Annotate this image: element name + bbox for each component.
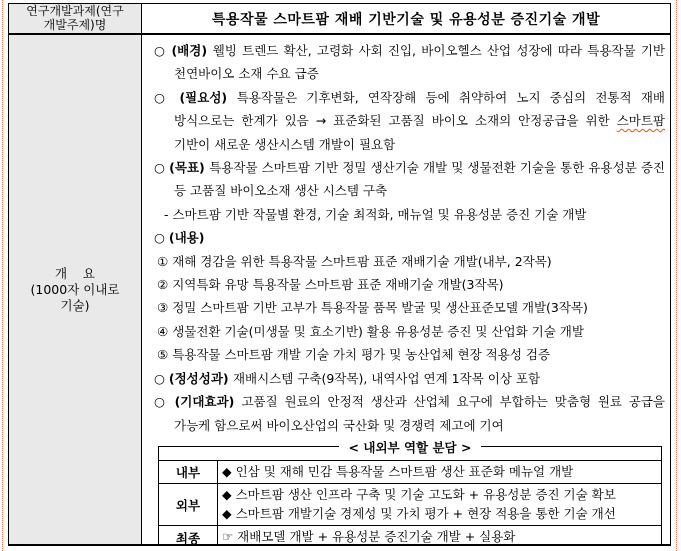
paragraph-label: (내용) <box>168 230 205 246</box>
role-division-table <box>159 460 661 544</box>
paragraph-text: 재배시스템 구축(9작목), 내역사업 연계 1작목 이상 포함 <box>232 370 541 386</box>
paragraph-bullet[interactable] <box>148 226 665 249</box>
paragraph-num[interactable] <box>148 250 665 273</box>
number-bullet-marker: ④ <box>157 323 173 339</box>
role-table-row <box>159 484 661 526</box>
paragraph-label: (정성성과) <box>168 370 233 386</box>
role-item: ◆ 스마트팜 개발기술 경제성 및 가치 평가 + 현장 적용을 통한 기술 개선 <box>222 505 616 521</box>
paragraph-text: 지역특화 유망 특용작물 스마트팜 표준 재배기술 개발(3작목) <box>172 277 504 293</box>
project-name-label-cell <box>9 4 142 33</box>
number-bullet-marker: ① <box>157 253 173 269</box>
paragraph-bullet[interactable] <box>148 156 665 203</box>
paragraph-bullet[interactable] <box>148 39 665 86</box>
paragraph-text: 특용작물은 기후변화, 연작장해 등에 취약하여 노지 중심의 전통적 재배 방식으로는 한계가 있음 → 표준화된 고품질 바이오 소재의 안정공급을 위한 <box>174 89 665 129</box>
dash-marker: - <box>164 206 173 222</box>
role-label-cell: 내부 <box>159 460 218 484</box>
overview-label-cell <box>9 35 142 544</box>
number-bullet-marker: ② <box>157 277 173 293</box>
page-margin-guide-left <box>2 0 3 551</box>
circle-bullet-marker: ○ <box>154 230 169 246</box>
overview-content-cell[interactable] <box>142 35 670 544</box>
role-table-row <box>159 526 661 544</box>
spellcheck-underlined-word: 스마트팜 <box>616 113 665 129</box>
role-item: ☞ 재배모델 개발 + 유용성분 증진기술 개발 + 실용화 <box>222 529 516 544</box>
circle-bullet-marker: ○ <box>154 394 175 410</box>
project-title: 특용작물 스마트팜 재배 기반기술 및 유용성분 증진기술 개발 <box>211 11 601 28</box>
overview-label-line: 개 요 <box>54 265 96 281</box>
overview-row <box>9 35 670 544</box>
role-label-cell: 외부 <box>159 484 218 526</box>
paragraph-text: 정밀 스마트팜 기반 고부가 특용작물 품목 발굴 및 생산표준모델 개발(3작목) <box>172 300 588 316</box>
content-paragraphs <box>148 39 665 437</box>
role-division-title: < 내외부 역할 분담 > <box>339 440 482 455</box>
circle-bullet-marker: ○ <box>154 43 172 58</box>
role-division-section <box>158 439 662 544</box>
role-content-cell <box>218 460 662 484</box>
overview-label-line: (1000자 이내로 <box>30 281 120 297</box>
role-division-title-wrap <box>159 438 661 456</box>
paragraph-num[interactable] <box>148 320 665 343</box>
paragraph-dash[interactable] <box>148 203 665 226</box>
role-item: ◆ 스마트팜 생산 인프라 구축 및 기술 고도화 + 유용성분 증진 기술 확보 <box>222 487 616 503</box>
number-bullet-marker: ③ <box>157 300 173 316</box>
paragraph-label: (기대효과) <box>174 394 242 410</box>
role-division-rows <box>159 460 661 544</box>
paragraph-num[interactable] <box>148 273 665 296</box>
paragraph-num[interactable] <box>148 343 665 366</box>
paragraph-text: 고품질 원료의 안정적 생산과 산업체 요구에 부합하는 맞춤형 원료 공급을 가능케 함으로써 바이오산업의 국산화 및 경쟁력 제고에 기여 <box>174 394 666 433</box>
paragraph-text: 생물전환 기술(미생물 및 효소기반) 활용 유용성분 증진 및 산업화 기술 개발 <box>172 323 584 339</box>
project-title-cell[interactable] <box>142 4 670 33</box>
role-item: ◆ 인삼 및 재해 민감 특용작물 스마트팜 생산 표준화 메뉴얼 개발 <box>222 463 574 479</box>
role-content-cell <box>218 484 662 526</box>
paragraph-bullet[interactable] <box>148 390 665 437</box>
paragraph-text: 스마트팜 기반 작물별 환경, 기술 최적화, 매뉴얼 및 유용성분 증진 기술 개발 <box>172 206 587 222</box>
paragraph-text: 특용작물 스마트팜 기반 정밀 생산기술 개발 및 생물전환 기술을 통한 유용성분 증진 등 고품질 바이오소재 생산 시스템 구축 <box>174 160 665 199</box>
paragraph-text: 재해 경감을 위한 특용작물 스마트팜 표준 재배기술 개발(내부, 2작목) <box>172 253 552 269</box>
circle-bullet-marker: ○ <box>154 370 169 386</box>
role-label-cell: 최종 <box>159 526 218 544</box>
project-name-label-line: 연구개발과제(연구 <box>26 4 124 18</box>
number-bullet-marker: ⑤ <box>157 347 173 363</box>
paragraph-label: (목표) <box>169 160 210 176</box>
role-table-row <box>159 460 661 484</box>
overview-label-line: 기술) <box>60 297 90 313</box>
project-title-row <box>9 4 670 35</box>
paragraph-label: (필요성) <box>179 89 237 105</box>
role-content-cell <box>218 526 662 544</box>
paragraph-text: 특용작물 스마트팜 개발 기술 가치 평가 및 농산업체 현장 적용성 검증 <box>172 347 551 363</box>
proposal-form-table <box>8 3 671 546</box>
circle-bullet-marker: ○ <box>154 160 170 176</box>
paragraph-label: (배경) <box>171 43 213 58</box>
circle-bullet-marker: ○ <box>154 89 180 105</box>
paragraph-text: 웰빙 트렌드 확산, 고령화 사회 진입, 바이오헬스 산업 성장에 따라 특용작물 기반 천연바이오 소재 수요 급증 <box>174 43 665 82</box>
paragraph-bullet[interactable] <box>148 367 665 390</box>
paragraph-num[interactable] <box>148 296 665 319</box>
project-name-label-line: 개발주제)명 <box>43 17 107 32</box>
paragraph-bullet[interactable] <box>148 86 665 156</box>
paragraph-text: 기반이 새로운 생산시스템 개발이 필요함 <box>174 136 396 152</box>
page-margin-guide-right <box>676 0 677 551</box>
